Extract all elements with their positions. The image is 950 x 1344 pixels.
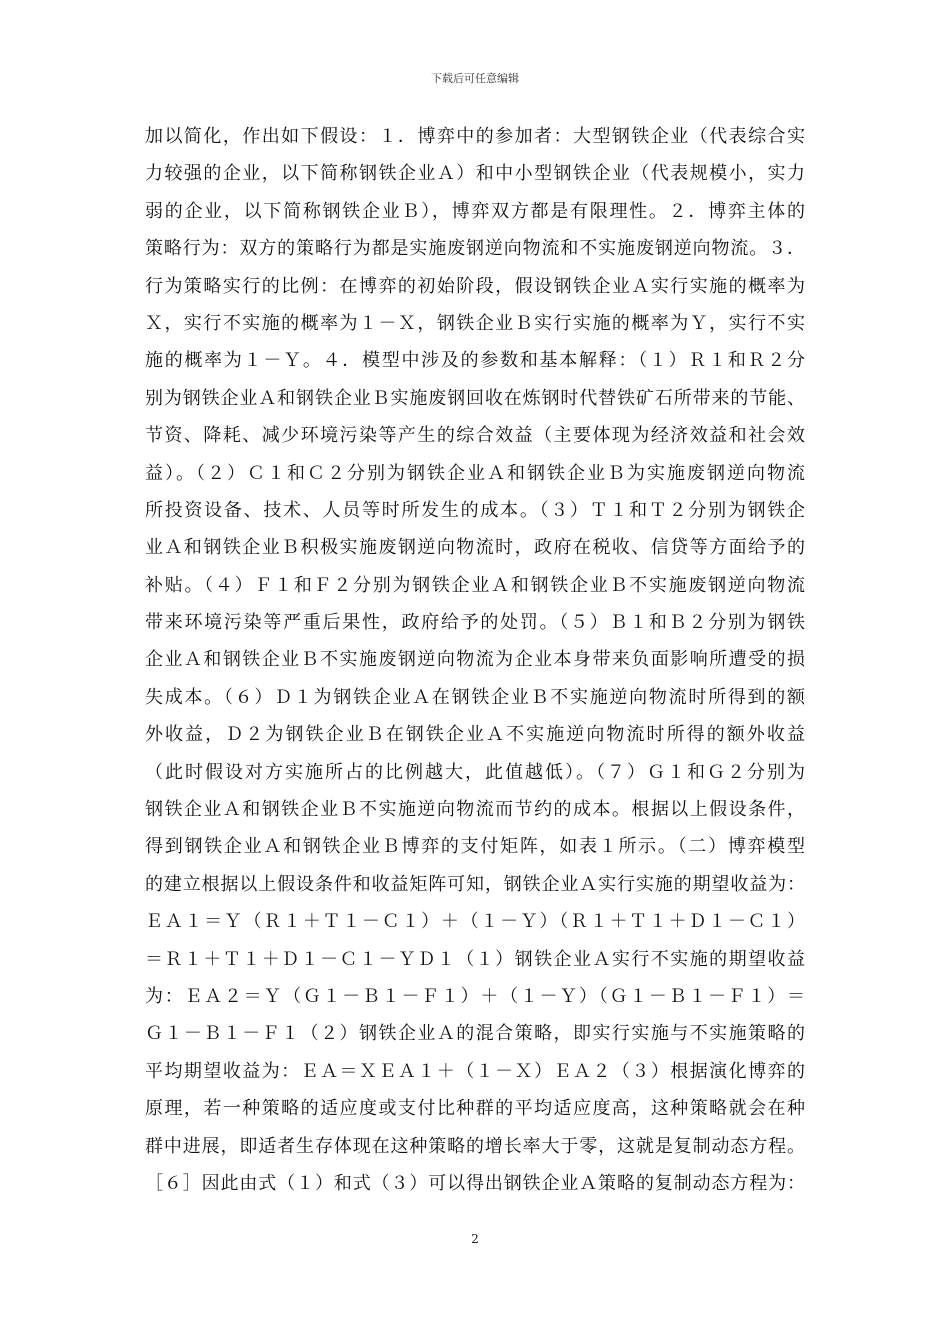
text-line: 力较强的企业，以下简称钢铁企业Ａ）和中小型钢铁企业（代表规模小，实力 bbox=[145, 163, 805, 185]
text-line: 企业Ａ和钢铁企业Ｂ不实施废钢逆向物流为企业本身带来负面影响所遭受的损 bbox=[145, 649, 805, 671]
text-line: 弱的企业，以下简称钢铁企业Ｂ），博弈双方都是有限理性。２．博弈主体的 bbox=[145, 200, 805, 222]
text-line: 钢铁企业Ａ和钢铁企业Ｂ不实施逆向物流而节约的成本。根据以上假设条件， bbox=[145, 799, 805, 821]
text-line: 平均期望收益为：ＥＡ＝ＸＥＡ１＋（１－Ｘ）ＥＡ２（３）根据演化博弈的 bbox=[145, 1060, 805, 1082]
text-line: 行为策略实行的比例：在博弈的初始阶段，假设钢铁企业Ａ实行实施的概率为 bbox=[145, 275, 805, 297]
text-line: Ｇ１－Ｂ１－Ｆ１（２）钢铁企业Ａ的混合策略，即实行实施与不实施策略的 bbox=[145, 1023, 805, 1045]
text-line: （此时假设对方实施所占的比例越大，此值越低）。（７）Ｇ１和Ｇ２分别为 bbox=[145, 761, 805, 783]
text-line: 带来环境污染等严重后果性，政府给予的处罚。（５）Ｂ１和Ｂ２分别为钢铁 bbox=[145, 612, 805, 634]
text-line: 节资、降耗、减少环境污染等产生的综合效益（主要体现为经济效益和社会效 bbox=[145, 425, 805, 447]
text-line: 别为钢铁企业Ａ和钢铁企业Ｂ实施废钢回收在炼钢时代替铁矿石所带来的节能、 bbox=[145, 387, 805, 409]
text-line: 益）。（２）Ｃ１和Ｃ２分别为钢铁企业Ａ和钢铁企业Ｂ为实施废钢逆向物流 bbox=[145, 462, 805, 484]
body-text bbox=[145, 118, 805, 1202]
text-line: 所投资设备、技术、人员等时所发生的成本。（３）Ｔ１和Ｔ２分别为钢铁企 bbox=[145, 499, 805, 521]
text-line: Ｘ，实行不实施的概率为１－Ｘ，钢铁企业Ｂ实行实施的概率为Ｙ，实行不实 bbox=[145, 312, 805, 334]
text-line: 补贴。（４）Ｆ１和Ｆ２分别为钢铁企业Ａ和钢铁企业Ｂ不实施废钢逆向物流 bbox=[145, 574, 805, 596]
text-line: 策略行为：双方的策略行为都是实施废钢逆向物流和不实施废钢逆向物流。３． bbox=[145, 238, 805, 260]
text-line: ＥＡ１＝Ｙ（Ｒ１＋Ｔ１－Ｃ１）＋（１－Ｙ）（Ｒ１＋Ｔ１＋Ｄ１－Ｃ１） bbox=[145, 911, 805, 933]
text-line: 业Ａ和钢铁企业Ｂ积极实施废钢逆向物流时，政府在税收、信贷等方面给予的 bbox=[145, 537, 805, 559]
text-line: 得到钢铁企业Ａ和钢铁企业Ｂ博弈的支付矩阵，如表１所示。（二）博弈模型 bbox=[145, 836, 805, 858]
page-header: 下载后可任意编辑 bbox=[431, 72, 519, 85]
page-number: 2 bbox=[471, 1232, 479, 1246]
text-line: ＝Ｒ１＋Ｔ１＋Ｄ１－Ｃ１－ＹＤ１（１）钢铁企业Ａ实行不实施的期望收益 bbox=[145, 948, 805, 970]
text-line: 的建立根据以上假设条件和收益矩阵可知，钢铁企业Ａ实行实施的期望收益为： bbox=[145, 873, 805, 895]
text-line: 加以简化，作出如下假设：１．博弈中的参加者：大型钢铁企业（代表综合实 bbox=[145, 126, 805, 147]
text-line: 原理，若一种策略的适应度或支付比种群的平均适应度高，这种策略就会在种 bbox=[145, 1098, 805, 1120]
text-line: 群中进展，即适者生存体现在这种策略的增长率大于零，这就是复制动态方程。 bbox=[145, 1135, 805, 1157]
text-line: 失成本。（６）Ｄ１为钢铁企业Ａ在钢铁企业Ｂ不实施逆向物流时所得到的额 bbox=[145, 686, 805, 708]
text-line: 外收益，Ｄ２为钢铁企业Ｂ在钢铁企业Ａ不实施逆向物流时所得的额外收益 bbox=[145, 724, 805, 746]
text-line: ［６］因此由式（１）和式（３）可以得出钢铁企业Ａ策略的复制动态方程为： bbox=[145, 1172, 805, 1194]
text-line: 施的概率为１－Ｙ。４．模型中涉及的参数和基本解释：（１）Ｒ１和Ｒ２分 bbox=[145, 350, 805, 372]
text-line: 为：ＥＡ２＝Ｙ（Ｇ１－Ｂ１－Ｆ１）＋（１－Ｙ）（Ｇ１－Ｂ１－Ｆ１）＝ bbox=[145, 985, 805, 1007]
